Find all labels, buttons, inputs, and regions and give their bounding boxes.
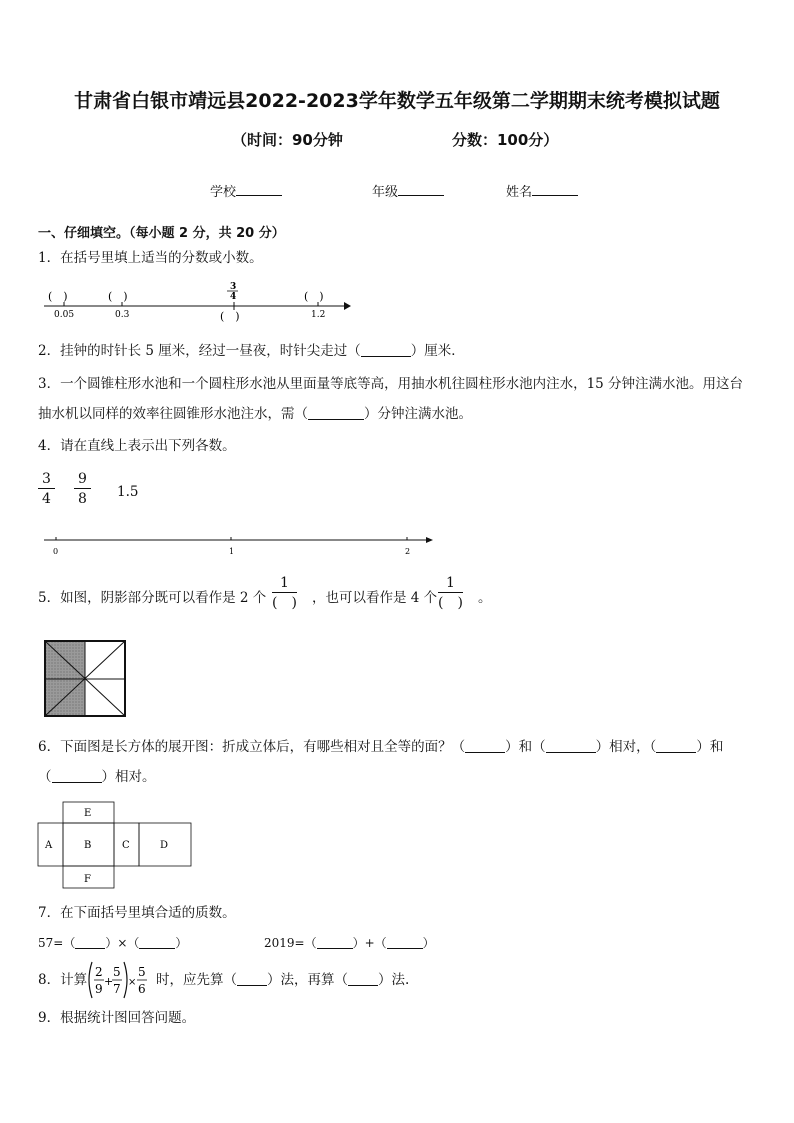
name-blank[interactable]	[532, 183, 578, 196]
q8-text-3: ）法.	[378, 972, 410, 988]
q4-f1-den: 4	[42, 491, 51, 507]
section-heading: 一、仔细填空。（每小题 2 分，共 20 分）	[38, 226, 285, 241]
q8-c-num: 5	[138, 965, 146, 979]
q1-number-line	[38, 282, 358, 322]
q6-blank-3[interactable]	[656, 739, 696, 753]
q8-blank-1[interactable]	[237, 972, 267, 986]
q8-text-2: ）法，再算（	[267, 972, 348, 988]
q4-tick-0: 0	[53, 547, 59, 556]
question-1: 1．在括号里填上适当的分数或小数。	[38, 250, 263, 266]
q4-fraction-2	[74, 470, 91, 509]
net-face-a: A	[45, 840, 53, 851]
q7-blank-1[interactable]	[75, 935, 105, 949]
q1-paren-below[interactable]: ( )	[220, 310, 240, 322]
q8-b-den: 7	[113, 982, 121, 996]
q5-fraction-1	[272, 574, 297, 613]
q4-tick-1: 1	[229, 547, 235, 556]
q4-f2-num: 9	[74, 470, 91, 489]
q6-blank-4[interactable]	[52, 769, 102, 783]
q5-f2-num: 1	[438, 574, 463, 593]
question-6-line-1	[38, 737, 723, 757]
q1-tick-12: 1.2	[311, 310, 326, 320]
q7-blank-4[interactable]	[387, 935, 423, 949]
q3-text: 抽水机以同样的效率往圆锥形水池注水，需（	[38, 406, 308, 422]
q6-blank-2[interactable]	[546, 739, 596, 753]
school-label: 学校	[210, 185, 237, 200]
q1-paren-2[interactable]: ( )	[108, 290, 128, 303]
q8-b-num: 5	[113, 965, 121, 979]
q6-text-2-end: ）相对。	[101, 769, 156, 785]
q7-eq1-post: ）	[175, 936, 188, 950]
q5-f1-num: 1	[272, 574, 297, 593]
name-label: 姓名	[506, 185, 533, 200]
q8-expression	[86, 960, 158, 1000]
grade-label: 年级	[372, 185, 399, 200]
q6-relate-1: ）相对，（	[595, 739, 657, 755]
q5-text-end: 。	[478, 590, 492, 606]
time-label: （时间：90分钟	[232, 131, 343, 149]
q8-plus: +	[104, 975, 114, 988]
q4-fraction-1	[38, 470, 55, 509]
q5-text-mid: ，也可以看作是 4 个	[312, 590, 438, 606]
q6-text-2: （	[38, 769, 52, 785]
q2-blank[interactable]	[361, 343, 411, 357]
q4-f2-den: 8	[78, 491, 87, 507]
q5-text: 5．如图，阴影部分既可以看作是 2 个	[38, 590, 267, 606]
q6-cuboid-net	[36, 800, 194, 892]
question-4: 4．请在直线上表示出下列各数。	[38, 438, 236, 454]
q1-frac-num: 3	[230, 282, 237, 292]
q4-tick-2: 2	[405, 547, 411, 556]
q7-equation-2	[264, 933, 435, 953]
q8-blank-2[interactable]	[348, 972, 378, 986]
question-9: 9．根据统计图回答问题。	[38, 1010, 196, 1026]
q8-a-num: 2	[95, 965, 103, 979]
q7-eq2-post: ）	[422, 936, 435, 950]
q4-f1-num: 3	[38, 470, 55, 489]
q8-times: ×	[128, 977, 137, 988]
q1-paren-3[interactable]: ( )	[304, 290, 324, 303]
question-7: 7．在下面括号里填合适的质数。	[38, 905, 236, 921]
q7-blank-2[interactable]	[139, 935, 175, 949]
q6-and-2: ）和	[696, 739, 724, 755]
grade-field	[372, 181, 444, 200]
grade-blank[interactable]	[398, 183, 444, 196]
q7-eq2-pre: 2019=（	[264, 936, 317, 950]
q4-decimal: 1.5	[117, 484, 139, 500]
school-field	[210, 181, 282, 200]
score-label: 分数：100分）	[452, 131, 559, 149]
q5-f2-den[interactable]: ( )	[438, 595, 463, 611]
q7-equation-1	[38, 933, 187, 953]
q7-eq1-pre: 57=（	[38, 936, 76, 950]
q8-c-den: 6	[138, 982, 146, 996]
q3-text-end: ）分钟注满水池。	[364, 406, 472, 422]
net-face-e: E	[84, 808, 92, 819]
school-blank[interactable]	[236, 183, 282, 196]
net-face-f: F	[84, 874, 91, 885]
q7-blank-3[interactable]	[317, 935, 353, 949]
q7-eq1-mid: ）×（	[105, 936, 140, 950]
net-face-d: D	[160, 840, 169, 851]
q2-text: 2．挂钟的时针长 5 厘米，经过一昼夜，时针尖走过（	[38, 343, 361, 359]
question-6-line-2	[38, 767, 156, 787]
q1-tick-03: 0.3	[115, 310, 130, 320]
q5-fraction-2	[438, 574, 463, 613]
q6-text: 6．下面图是长方体的展开图：折成立体后，有哪些相对且全等的面？（	[38, 739, 466, 755]
page-title: 甘肃省白银市靖远县2022-2023学年数学五年级第二学期期末统考模拟试题	[74, 90, 720, 112]
question-2	[38, 341, 465, 361]
question-5	[38, 588, 266, 608]
q1-paren-1[interactable]: ( )	[48, 290, 68, 303]
q6-blank-1[interactable]	[465, 739, 505, 753]
q8-text-1: 时，应先算（	[156, 972, 237, 988]
q6-and-1: ）和（	[505, 739, 546, 755]
q2-text-end: ）厘米．	[410, 343, 465, 359]
q1-frac-den: 4	[230, 292, 237, 302]
question-3-line-1: 3．一个圆锥柱形水池和一个圆柱形水池从里面量等底等高，用抽水机往圆柱形水池内注水，15 分钟注满水池。用这台	[38, 376, 744, 392]
q5-shaded-square-figure	[42, 638, 128, 720]
name-field	[506, 181, 578, 200]
q3-blank[interactable]	[308, 406, 364, 420]
q8-rest	[156, 970, 409, 990]
net-face-b: B	[84, 840, 92, 851]
q7-eq2-mid: ）+（	[352, 936, 387, 950]
q8-a-den: 9	[95, 982, 103, 996]
q5-f1-den[interactable]: ( )	[272, 595, 297, 611]
q8-label: 8．计算	[38, 972, 88, 988]
q4-number-line	[38, 532, 438, 558]
question-3-line-2	[38, 404, 472, 424]
q1-tick-005: 0.05	[54, 310, 75, 320]
net-face-c: C	[122, 840, 130, 851]
